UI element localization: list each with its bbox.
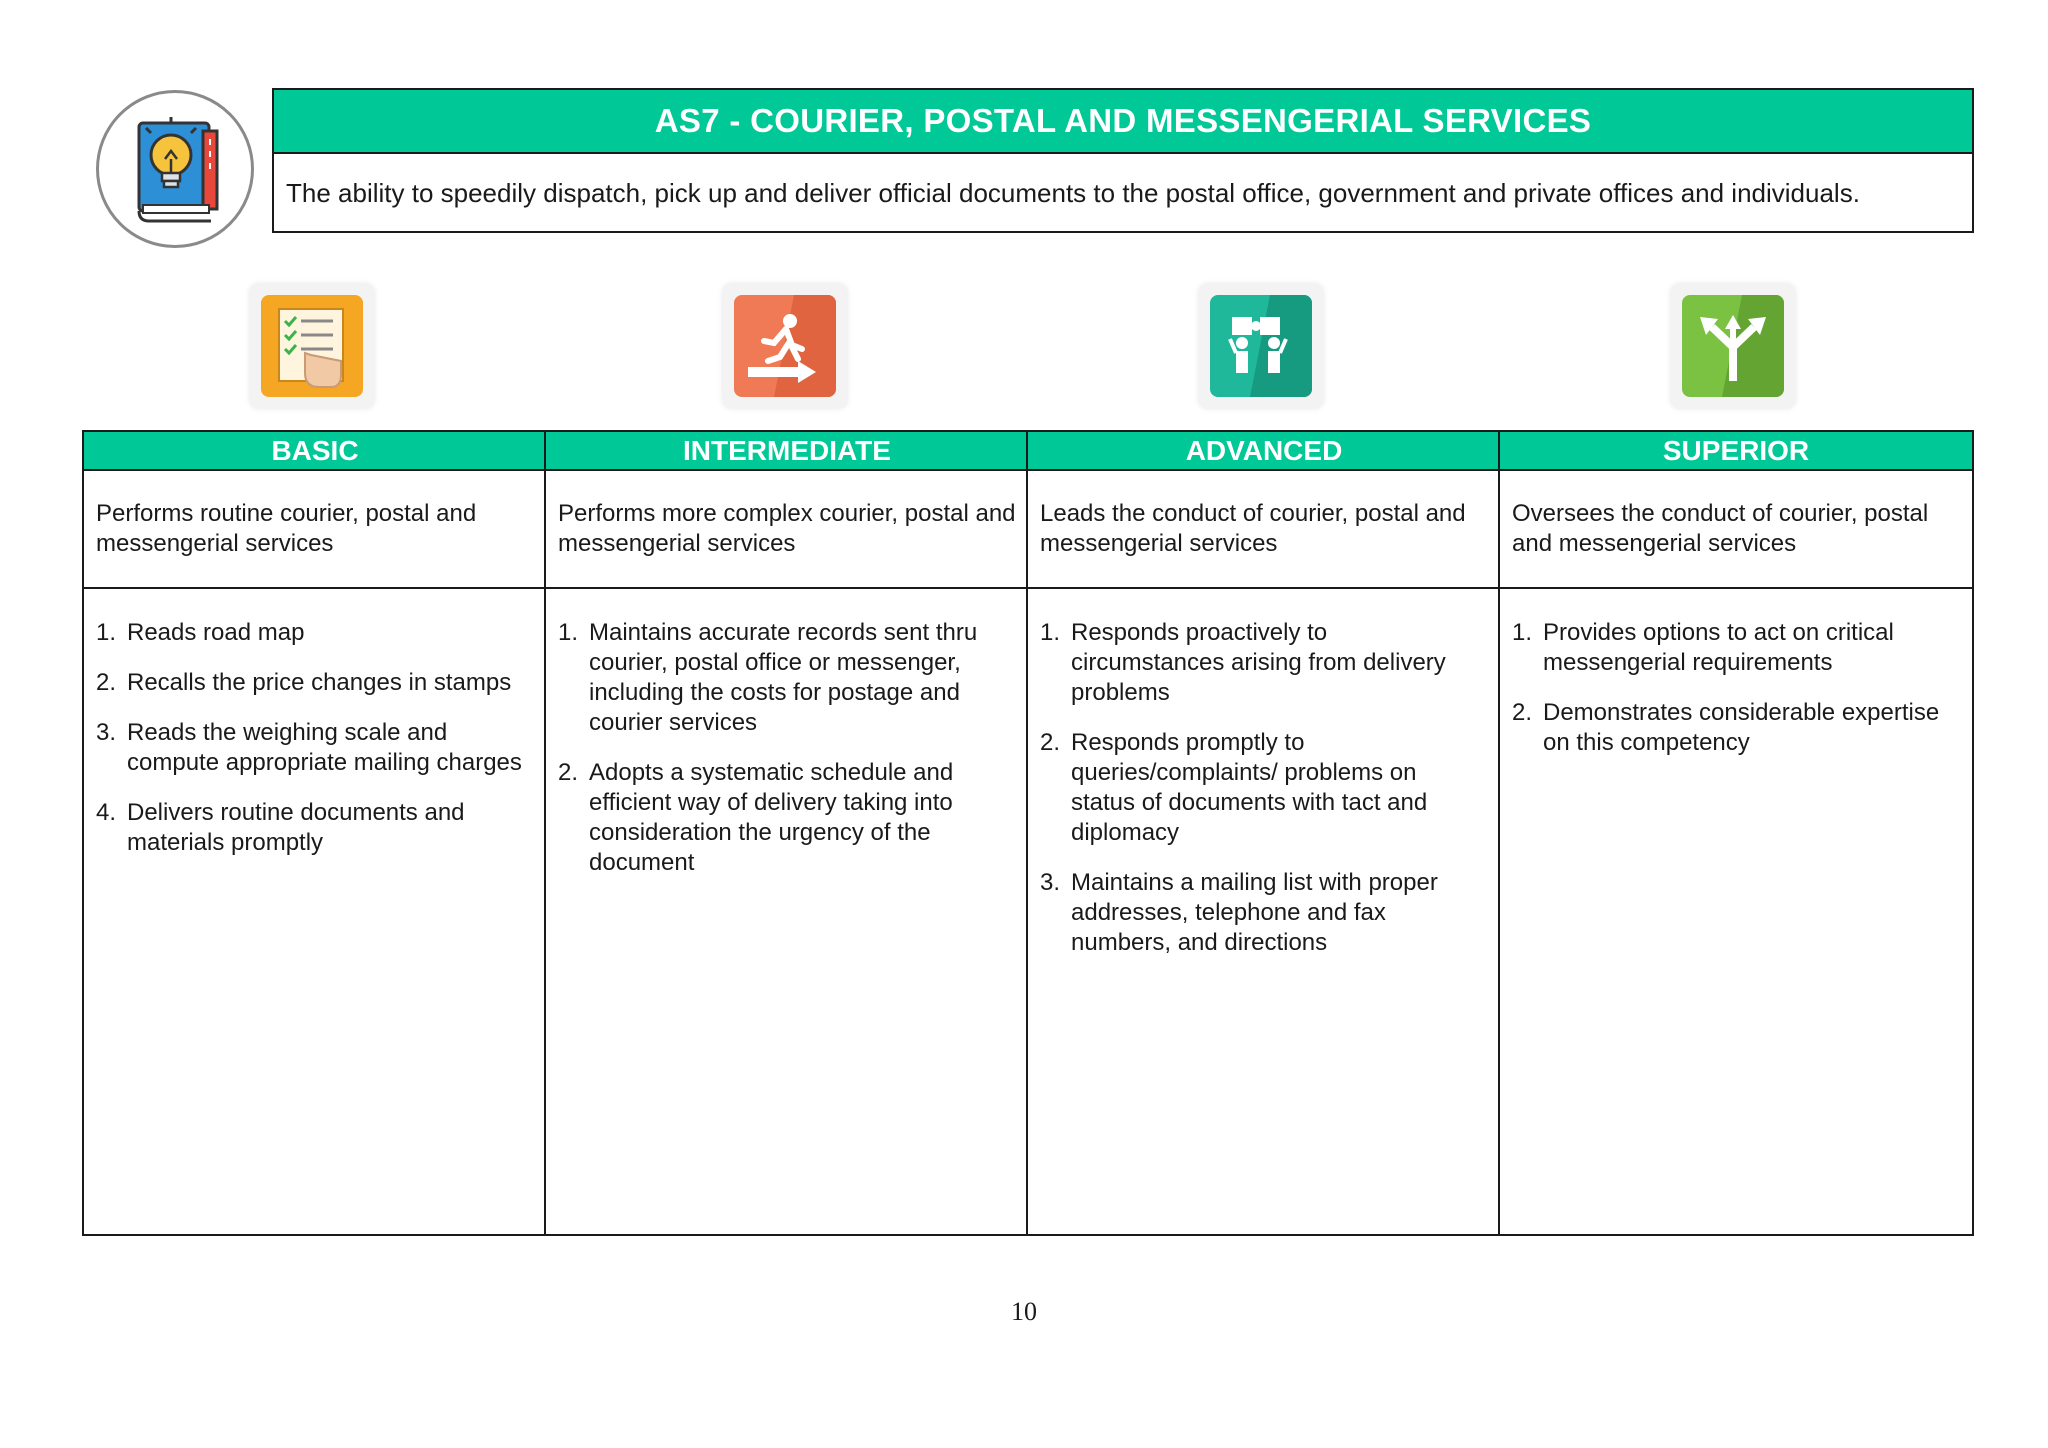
- column-divider: [1026, 432, 1028, 1234]
- level-header-intermediate: INTERMEDIATE: [683, 434, 891, 466]
- row-divider: [84, 587, 1972, 589]
- level-header-basic: BASIC: [271, 434, 359, 466]
- logo: [96, 90, 254, 248]
- puzzle-team-icon: [1210, 295, 1312, 397]
- competency-levels-table: [82, 430, 1974, 1236]
- list-item: 4. Delivers routine documents and materials promptly: [96, 799, 465, 856]
- list-item: 3. Reads the weighing scale and compute appropriate mailing charges: [96, 719, 522, 776]
- checklist-hand-icon: [261, 295, 363, 397]
- list-item: 1. Responds proactively to circumstances arising from delivery problems: [1040, 619, 1446, 706]
- list-item: 2. Adopts a systematic schedule and efficient way of delivery taking into consideration the urgency of the document: [558, 759, 954, 876]
- list-item: 3. Maintains a mailing list with proper addresses, telephone and fax numbers, and directions: [1040, 869, 1438, 956]
- running-exit-icon: [734, 295, 836, 397]
- level-description-advanced: Leads the conduct of courier, postal and messengerial services: [1040, 500, 1466, 557]
- list-item: 2. Responds promptly to queries/complaints/ problems on status of documents with tact and diplomacy: [1040, 729, 1428, 846]
- list-item: 2. Demonstrates considerable expertise on this competency: [1512, 699, 1940, 756]
- indicators-superior: [1512, 618, 1957, 778]
- level-header-advanced: ADVANCED: [1185, 434, 1343, 466]
- indicators-advanced: [1040, 618, 1480, 978]
- basic-level-icon: [249, 283, 375, 409]
- column-divider: [1498, 432, 1500, 1234]
- page-number: 10: [1011, 1297, 1037, 1326]
- level-description-superior: Oversees the conduct of courier, postal and messengerial services: [1512, 500, 1929, 557]
- list-item: 1. Provides options to act on critical messengerial requirements: [1512, 619, 1894, 676]
- indicators-basic: [96, 618, 536, 878]
- indicators-intermediate: [558, 618, 1008, 898]
- superior-level-icon: [1670, 283, 1796, 409]
- diverging-arrows-icon: [1682, 295, 1784, 397]
- advanced-level-icon: [1198, 283, 1324, 409]
- competency-description: The ability to speedily dispatch, pick up and deliver official documents to the postal office, government and private offices and individuals.: [286, 178, 1860, 208]
- levels-header-row: [84, 432, 1972, 471]
- level-description-intermediate: Performs more complex courier, postal and messengerial services: [558, 500, 1016, 557]
- level-header-superior: SUPERIOR: [1662, 434, 1810, 466]
- competency-title-box: [272, 88, 1974, 233]
- lightbulb-book-icon: [99, 93, 251, 245]
- level-description-basic: Performs routine courier, postal and messengerial services: [96, 500, 477, 557]
- list-item: 2. Recalls the price changes in stamps: [96, 669, 512, 696]
- list-item: 1. Reads road map: [96, 619, 305, 646]
- intermediate-level-icon: [722, 283, 848, 409]
- competency-title: AS7 - COURIER, POSTAL AND MESSENGERIAL SERVICES: [274, 90, 1972, 154]
- column-divider: [544, 432, 546, 1234]
- list-item: 1. Maintains accurate records sent thru courier, postal office or messenger, including the costs for postage and courier services: [558, 619, 978, 736]
